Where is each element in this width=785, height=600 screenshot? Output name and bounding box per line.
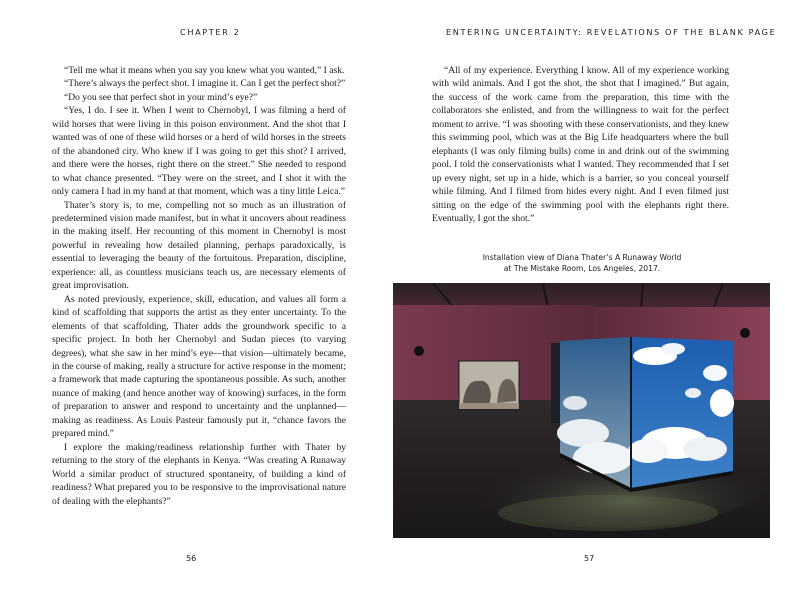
left-body-text bbox=[52, 64, 346, 508]
running-head-left: CHAPTER 2 bbox=[180, 27, 241, 37]
running-head-right: ENTERING UNCERTAINTY: REVELATIONS OF THE BLANK PAGE bbox=[446, 27, 777, 37]
paragraph: “Tell me what it means when you say you knew what you wanted,” I ask. bbox=[64, 65, 345, 76]
paragraph: “All of my experience. Everything I know. All of my experience working with wild animals. And I got the shot, the shot that I imagined.” But again, the success of the work came from the preparation, this time with the collaborators she enlisted, and from the willingness to wait for the perfect moment to arrive. “I was shooting with these conservationists, and they knew this swimming pool, which was at the Big Life headquarters where the bull elephants (I was only filming bulls) come in and drink out of the swimming pool. I told the conservationists what I wanted. They recommended that I set up every night, set up in a hide, which is a barrier, so you conceal yourself while filming. And I filmed from hides every night. And I even filmed just sitting on the edge of the swimming pool with the elephants right there. Eventually, I got the shot.” bbox=[432, 65, 729, 224]
right-body-text bbox=[432, 64, 729, 225]
figure-caption bbox=[432, 252, 732, 274]
paragraph: I explore the making/readiness relationship further with Thater by returning to the story of the elephants in Kenya. “Was creating A Runaway World a similar product of structured spontaneity, of building a kind of readiness? What prepared you to be responsive to the improvisational nature of dealing with the elephants?” bbox=[52, 441, 346, 507]
page-number-left: 56 bbox=[186, 554, 197, 563]
elephant-screen bbox=[459, 361, 519, 409]
sky-screen-right bbox=[628, 337, 734, 488]
caption-line: Installation view of Diana Thater’s A Runaway World bbox=[482, 253, 682, 262]
paragraph: “Yes, I do. I see it. When I went to Chernobyl, I was filming a herd of wild horses that were living in this poison environment. And the shot that I wanted was of one of these wild horses or a herd of wild horses in the streets of the abandoned city. Who knew if I was going to get this shot? I arrived, and there were the horses, right there on the street.” She needed to respond to what chance presented. “They were on the street, and I shot it with the only camera I had in my hand at that moment, which was a tiny little Leica.” bbox=[52, 105, 346, 198]
paragraph: Thater’s story is, to me, compelling not so much as an illustration of predetermined vision made manifest, but in what it uncovers about readiness in the making itself. Her recounting of this moment in Chernobyl is most powerful in revealing how detailed planning, perhaps paradoxically, is essential to leveraging the beauty of the fortuitous. Preparation, discipline, experience: all, as countless musicians teach us, are necessary elements of great improvisation. bbox=[52, 199, 346, 292]
paragraph: “There’s always the perfect shot. I imagine it. Can I get the perfect shot?” bbox=[64, 78, 346, 90]
left-page bbox=[0, 0, 392, 600]
caption-line: at The Mistake Room, Los Angeles, 2017. bbox=[503, 264, 661, 273]
paragraph: As noted previously, experience, skill, education, and values all form a kind of scaffolding that supports the artist as they enter uncertainty. To the elements of that scaffolding, Thater adds the groundwork specific to a specific project. In both her Chernobyl and Sudan pieces (to varying degrees), what she saw in her mind’s eye—that vision—ultimately became, in the course of making, really a structure for active response in the moment; a framework that made capturing the spontaneous possible. As such, another nuance of making (and hence another way of knowing) surfaces, in the form of preparation to answer and respond to uncertainty and the unplanned—making as readiness. As Louis Pasteur famously put it, “chance favors the prepared mind.” bbox=[52, 293, 346, 440]
paragraph: “Do you see that perfect shot in your mind’s eye?” bbox=[64, 91, 258, 103]
installation-photo bbox=[393, 283, 770, 538]
page-number-right: 57 bbox=[584, 554, 595, 563]
